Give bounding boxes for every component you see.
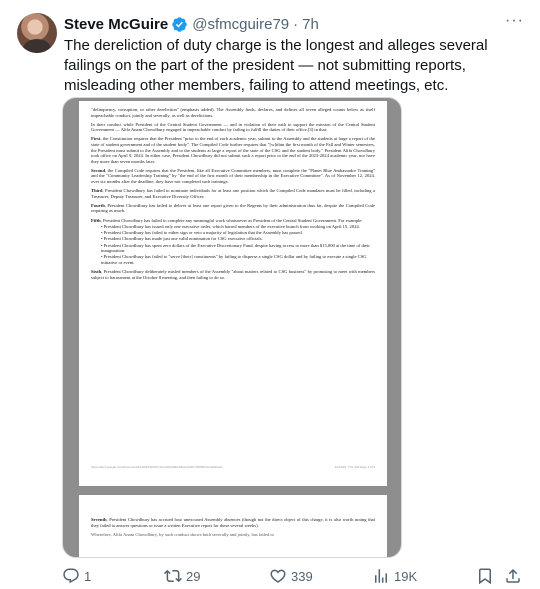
doc-paragraph-lead: Second: [91, 167, 106, 173]
author-handle[interactable]: @sfmcguire79: [192, 15, 290, 33]
doc-paragraph: Third, President Chowdhury has failed to nominate individuals for at least one position which the Compiled Code mandates must be filled, including a Treasurer, Deputy Treasurer, and Executive Diversity Officer.: [91, 188, 375, 199]
doc-paragraph: Fourth, President Chowdhury has failed to deliver at least one report given to the Regents by their administration thus far, despite the Compiled Code requiring as much.: [91, 202, 375, 214]
doc-cutoff-text: Wherefore, Alifa Anam Chowdhury, by such conduct shows both severally and jointly, has failed to: [91, 531, 274, 537]
views-count: 19K: [394, 568, 418, 584]
doc-paragraph-lead: Third: [91, 188, 103, 194]
bookmark-icon: [476, 567, 494, 585]
doc-paragraph-lead: First: [91, 136, 101, 142]
doc-paragraph: In their conduct while President of the Central Student Government — and in violation of their oath to support the mission of the Central Student Government — Alifa Anam Chowdhury engaged in impeachable conduct by failing to fulfill the duties of their office,[3] in that:: [91, 121, 375, 133]
views-chart-icon: [372, 567, 390, 585]
views-button[interactable]: [372, 566, 417, 586]
doc-paragraph: Sixth, President Chowdhury deliberately misled members of the Assembly "about matters related to CSG business" by promising to meet with members subject to harassment at the October 8 meeting, and then failing to do so.: [91, 269, 375, 280]
like-button[interactable]: [269, 566, 313, 586]
reply-icon: [62, 567, 80, 585]
doc-bullet: • President Chowdhury has issued only one executive order, which barred members of the executive branch from working on April 15, 2024.: [101, 224, 360, 230]
doc-bullet: • President Chowdhury has failed to either sign or veto a majority of legislation that the Assembly has passed.: [101, 230, 303, 236]
doc-paragraph-lead: Sixth: [91, 269, 102, 275]
tweet-text: The dereliction of duty charge is the longest and alleges several failings on the part of the president — not submitting reports, misleading other members, failing to attend meetings, etc.: [64, 37, 488, 94]
doc-page-footer: [91, 465, 375, 471]
doc-paragraph-lead: Seventh: [91, 517, 107, 522]
tweet-header: [64, 14, 524, 34]
reply-count: 1: [84, 568, 92, 584]
verified-badge-icon: [171, 16, 188, 33]
doc-paragraph-lead: Fourth: [91, 202, 105, 208]
timestamp[interactable]: 7h: [302, 15, 319, 33]
like-count: 339: [291, 568, 313, 584]
bookmark-button[interactable]: [476, 566, 494, 586]
retweet-button[interactable]: [164, 566, 200, 586]
more-options-button[interactable]: ···: [505, 12, 524, 29]
doc-footer-url: https://docs.google.com/document/d/1NFKChrMxF-WcVGFH3M9-09GuVt94FY6W8Xk/mobilebasic: [91, 465, 223, 469]
share-button[interactable]: [504, 566, 522, 586]
retweet-count: 29: [186, 568, 201, 584]
retweet-icon: [164, 567, 182, 585]
document-page: [79, 495, 387, 558]
avatar[interactable]: [17, 13, 57, 53]
tweet-media-image[interactable]: [62, 97, 402, 558]
doc-bullet: • President Chowdhury has made just one valid nomination for CSG executive officials.: [101, 236, 263, 242]
heart-icon: [269, 567, 287, 585]
doc-footer-page: 11/13/24, 7:51 AM Page 4 of 9: [334, 465, 375, 469]
doc-bullet: • President Chowdhury has spent zero dollars of the Executive Discretionary Fund, despite having access to more than $15,000 at the time of their inauguration.: [101, 242, 370, 254]
tweet-actions-bar: [62, 566, 524, 586]
doc-paragraph: Seventh, President Chowdhury has accrued four unexcused Assembly absences (though not the direct object of this charge, it is also worth noting that they failed to answer questions or issue a written Executive report for these several weeks).: [91, 517, 375, 528]
doc-bullet-list: [101, 224, 375, 266]
doc-paragraph: Second, the Compiled Code requires that the President, like all Executive Committee members, must complete the "Planet Blue Ambassador Training" and the "Community Leadership Training" by "the end of the first month of their membership in the Executive Committee". As of November 12, 2024, over six months after the deadline, they have not completed such trainings.: [91, 167, 375, 185]
doc-paragraph-lead: Fifth: [91, 217, 101, 223]
doc-paragraph: First, the Constitution requires that the President "prior to the end of each academic year, submit to the Assembly and the students at large a report of the state of student government and of the student body". The Compiled Code further requires that "[w]ithin the first month of the Fall and Winter semesters, the President must submit to the Assembly and to the students at large a report of the state of the CSG and the student body." President Alifa Chowdhury took office on April 9, 2024. In either case, President Chowdhury did not submit such a report prior to the end of the 2023-2024 academic year, nor have they more than seven months later.: [91, 136, 375, 164]
doc-paragraph: Fifth, President Chowdhury has failed to complete any meaningful work whatsoever as President of the Central Student Government. For example:: [91, 217, 363, 223]
doc-paragraph: "delinquency, corruption, or other dereliction" (emphasis added). The Assembly finds, declares, and defines all seven alleged counts below as itself impeachable conduct, jointly and severally, as well as derelictions.: [91, 107, 375, 118]
author-name[interactable]: Steve McGuire: [64, 15, 169, 33]
separator-dot: ·: [293, 15, 299, 33]
reply-button[interactable]: [62, 566, 91, 586]
doc-bullet: • President Chowdhury has failed to "serve [their] constituents" by failing to disperse a single CSG dollar and by failing to execute a single CSG initiative or event.: [101, 254, 367, 266]
share-icon: [504, 567, 522, 585]
document-page: [79, 101, 387, 486]
